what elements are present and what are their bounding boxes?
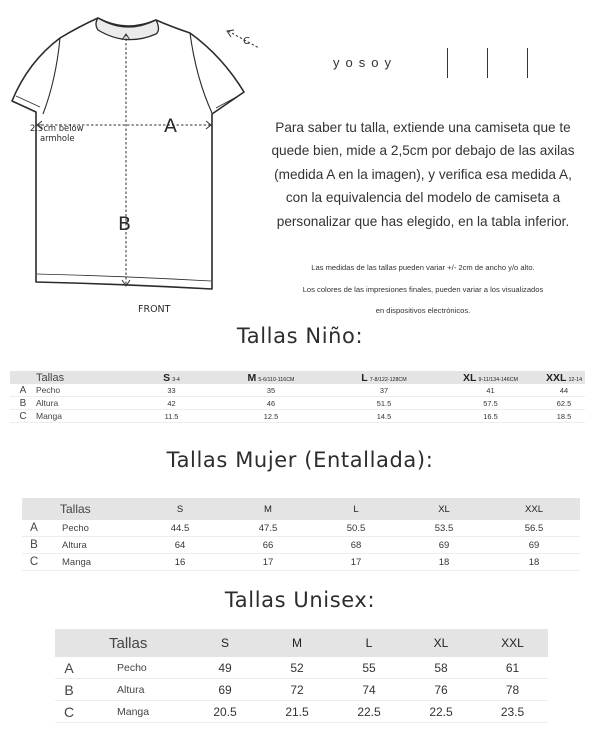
- cell: 21.5: [261, 701, 333, 723]
- cell: 44.5: [136, 520, 224, 537]
- cell: 11.5: [131, 410, 212, 423]
- women-size-xxl: XXL: [488, 498, 580, 520]
- cell: 47.5: [224, 520, 312, 537]
- cell: 64: [136, 537, 224, 554]
- row-key: C: [10, 410, 36, 423]
- cell: 69: [189, 679, 261, 701]
- row-label: Pecho: [83, 657, 189, 679]
- row-key: B: [22, 537, 46, 554]
- table-row: [55, 657, 548, 679]
- cell: 50.5: [312, 520, 400, 537]
- cell: 49: [189, 657, 261, 679]
- cell: 78: [477, 679, 548, 701]
- cell: 53.5: [400, 520, 488, 537]
- cell: 44: [543, 384, 585, 397]
- row-key: C: [22, 554, 46, 571]
- armhole-note-line2: armhole: [40, 133, 75, 143]
- measure-c-label: C: [243, 36, 250, 47]
- table-row: [55, 701, 548, 723]
- cell: 58: [405, 657, 477, 679]
- unisex-size-xxl: XXL: [477, 629, 548, 657]
- kids-size-table: [10, 371, 585, 423]
- cell: 69: [488, 537, 580, 554]
- armhole-note-line1: 2.5cm below: [30, 123, 84, 133]
- row-key: A: [55, 657, 83, 679]
- cell: 18.5: [543, 410, 585, 423]
- cell: 66: [224, 537, 312, 554]
- color-variation-note-line2: en dispositivos electrónicos.: [375, 306, 471, 315]
- women-header-label: Tallas: [46, 498, 136, 520]
- cell: 18: [488, 554, 580, 571]
- kids-size-xxl: XXL 12-14: [543, 371, 585, 384]
- tshirt-measurement-diagram: [0, 0, 260, 330]
- unisex-size-xl: XL: [405, 629, 477, 657]
- table-row: [22, 554, 580, 571]
- cell: 57.5: [438, 397, 543, 410]
- cell: 51.5: [330, 397, 438, 410]
- cell: 23.5: [477, 701, 548, 723]
- row-label: Manga: [46, 554, 136, 571]
- cell: 72: [261, 679, 333, 701]
- kids-size-m: M 5-6/110-116CM: [212, 371, 330, 384]
- measure-b-label: B: [118, 213, 132, 235]
- cell: 69: [400, 537, 488, 554]
- unisex-header-label: Tallas: [83, 629, 189, 657]
- cell: 16: [136, 554, 224, 571]
- row-key: B: [55, 679, 83, 701]
- women-size-s: S: [136, 498, 224, 520]
- cell: 42: [131, 397, 212, 410]
- row-key: B: [10, 397, 36, 410]
- women-table-header-row: [22, 498, 580, 520]
- cell: 12.5: [212, 410, 330, 423]
- cell: 20.5: [189, 701, 261, 723]
- row-label: Altura: [83, 679, 189, 701]
- women-size-title: Tallas Mujer (Entallada):: [166, 448, 434, 472]
- table-row: [22, 520, 580, 537]
- cell: 46: [212, 397, 330, 410]
- cell: 56.5: [488, 520, 580, 537]
- brand-divider-3: [527, 48, 528, 78]
- table-row: [10, 397, 585, 410]
- brand-divider-2: [487, 48, 488, 78]
- tshirt-outline: [12, 18, 244, 289]
- cell: 17: [224, 554, 312, 571]
- brand-name: yosoy: [333, 55, 397, 70]
- women-size-l: L: [312, 498, 400, 520]
- color-variation-note-line1: Los colores de las impresiones finales, pueden variar a los visualizados: [302, 285, 544, 294]
- size-variation-note: Las medidas de las tallas pueden variar +/- 2cm de ancho y/o alto.: [311, 263, 535, 272]
- row-label: Pecho: [36, 384, 131, 397]
- size-instructions: Para saber tu talla, extiende una camiseta que te quede bien, mide a 2,5cm por debajo de las axilas (medida A en la imagen), y verifica esa medida A, con la equivalencia del modelo de camiseta a personalizar que has elegido, en la tabla inferior.: [271, 120, 575, 229]
- table-row: [10, 384, 585, 397]
- unisex-size-m: M: [261, 629, 333, 657]
- kids-header-label: Tallas: [36, 371, 131, 384]
- cell: 35: [212, 384, 330, 397]
- brand-divider-1: [447, 48, 448, 78]
- row-label: Pecho: [46, 520, 136, 537]
- row-key: C: [55, 701, 83, 723]
- unisex-size-title: Tallas Unisex:: [224, 588, 376, 612]
- cell: 17: [312, 554, 400, 571]
- kids-size-title: Tallas Niño:: [236, 324, 364, 348]
- kids-size-xl: XL 9-11/134-146CM: [438, 371, 543, 384]
- unisex-size-table: [55, 629, 548, 723]
- cell: 74: [333, 679, 405, 701]
- cell: 22.5: [333, 701, 405, 723]
- women-size-xl: XL: [400, 498, 488, 520]
- kids-size-s: S 3-4: [131, 371, 212, 384]
- women-size-m: M: [224, 498, 312, 520]
- cell: 37: [330, 384, 438, 397]
- cell: 14.5: [330, 410, 438, 423]
- cell: 16.5: [438, 410, 543, 423]
- row-label: Manga: [36, 410, 131, 423]
- table-row: [55, 679, 548, 701]
- table-row: [22, 537, 580, 554]
- cell: 33: [131, 384, 212, 397]
- measure-a-label: A: [164, 115, 177, 137]
- cell: 22.5: [405, 701, 477, 723]
- cell: 62.5: [543, 397, 585, 410]
- row-label: Manga: [83, 701, 189, 723]
- row-key: A: [22, 520, 46, 537]
- kids-size-l: L 7-8/122-128CM: [330, 371, 438, 384]
- cell: 41: [438, 384, 543, 397]
- cell: 52: [261, 657, 333, 679]
- cell: 61: [477, 657, 548, 679]
- row-label: Altura: [46, 537, 136, 554]
- unisex-size-s: S: [189, 629, 261, 657]
- unisex-size-l: L: [333, 629, 405, 657]
- row-label: Altura: [36, 397, 131, 410]
- row-key: A: [10, 384, 36, 397]
- table-row: [10, 410, 585, 423]
- cell: 55: [333, 657, 405, 679]
- unisex-table-header-row: [55, 629, 548, 657]
- cell: 18: [400, 554, 488, 571]
- cell: 76: [405, 679, 477, 701]
- kids-table-header-row: [10, 371, 585, 384]
- women-size-table: [22, 498, 580, 571]
- cell: 68: [312, 537, 400, 554]
- front-view-label: FRONT: [138, 304, 171, 315]
